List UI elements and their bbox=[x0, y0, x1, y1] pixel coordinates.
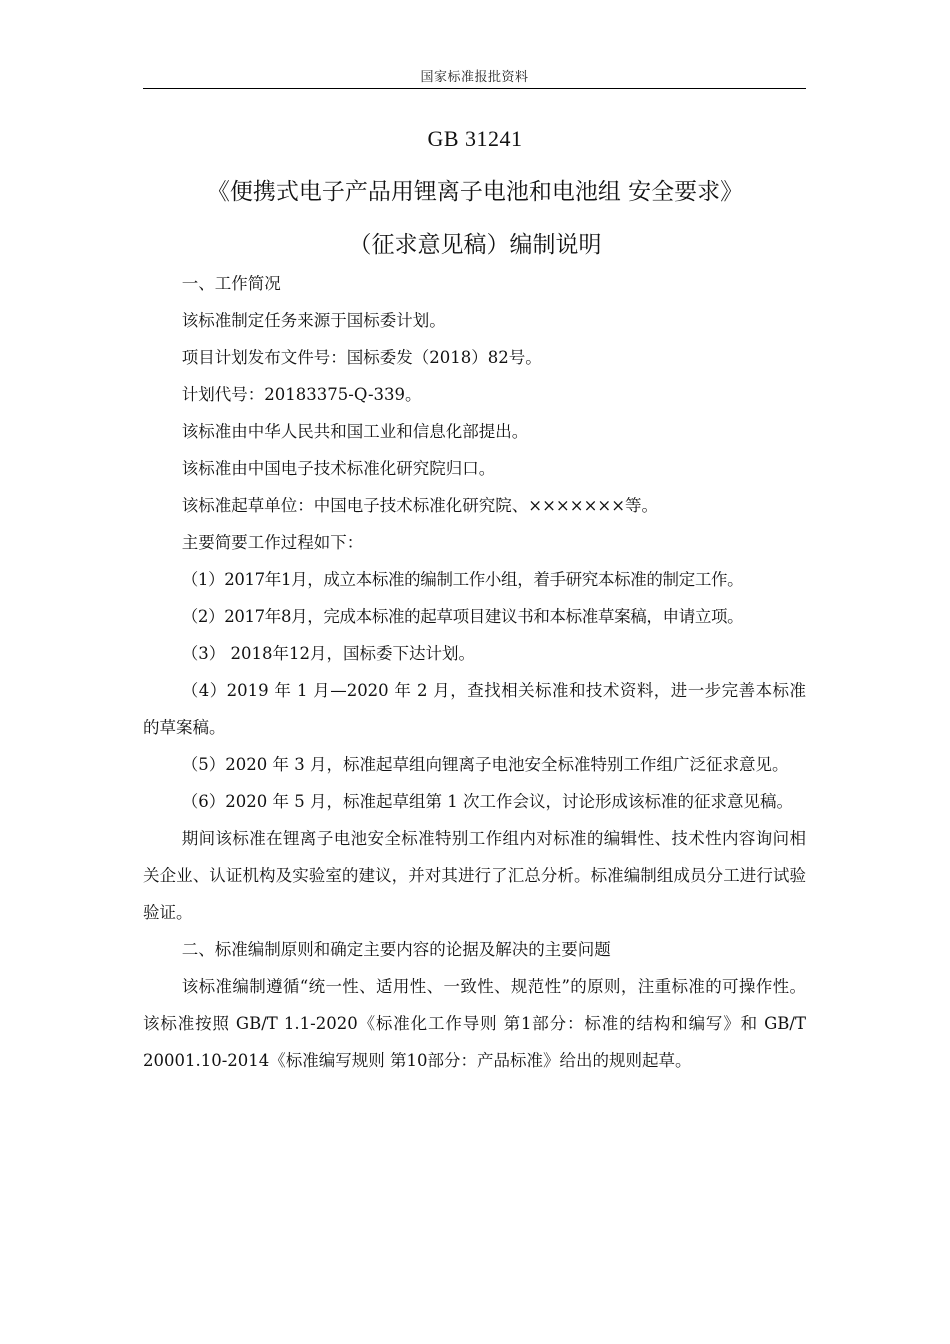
process-item-1: （1）2017年1月，成立本标准的编制工作小组，着手研究本标准的制定工作。 bbox=[181, 570, 744, 589]
paragraph-drafting-units: 该标准起草单位：中国电子技术标准化研究院、×××××××等。 bbox=[181, 496, 659, 515]
process-item-3: （3） 2018年12月，国标委下达计划。 bbox=[181, 644, 475, 663]
running-header: 国家标准报批资料 bbox=[420, 70, 529, 85]
document-body bbox=[143, 265, 806, 1079]
process-item-6: （6）2020 年 5 月，标准起草组第 1 次工作会议，讨论形成该标准的征求意见稿。 bbox=[181, 792, 793, 811]
section-1-heading: 一、工作简况 bbox=[181, 274, 281, 293]
standard-code: GB 31241 bbox=[427, 126, 523, 151]
process-item-4: （4）2019 年 1 月—2020 年 2 月，查找相关标准和技术资料，进一步完善本标准的草案稿。 bbox=[143, 681, 806, 737]
document-subtitle: （征求意见稿）编制说明 bbox=[348, 232, 602, 258]
process-item-5: （5）2020 年 3 月，标准起草组向锂离子电池安全标准特别工作组广泛征求意见。 bbox=[181, 755, 789, 774]
paragraph-review-period: 期间该标准在锂离子电池安全标准特别工作组内对标准的编辑性、技术性内容询问相关企业、认证机构及实验室的建议，并对其进行了汇总分析。标准编制组成员分工进行试验验证。 bbox=[143, 829, 806, 922]
paragraph-proposer: 该标准由中华人民共和国工业和信息化部提出。 bbox=[181, 422, 529, 441]
paragraph-task-source: 该标准制定任务来源于国标委计划。 bbox=[181, 311, 446, 330]
header-rule bbox=[143, 88, 806, 89]
document-title: 《便携式电子产品用锂离子电池和电池组 安全要求》 bbox=[206, 179, 744, 205]
process-item-2: （2）2017年8月，完成本标准的起草项目建议书和本标准草案稿，申请立项。 bbox=[181, 607, 744, 626]
paragraph-process-intro: 主要简要工作过程如下： bbox=[181, 533, 364, 552]
paragraph-drafting-principles: 该标准编制遵循“统一性、适用性、一致性、规范性”的原则，注重标准的可操作性。该标准按照 GB/T 1.1-2020《标准化工作导则 第1部分：标准的结构和编写》和 GB/T 20001.10-2014《标准编写规则 第10部分：产品标准》给出的规则起草。 bbox=[143, 977, 806, 1070]
paragraph-plan-document: 项目计划发布文件号：国标委发（2018）82号。 bbox=[181, 348, 542, 367]
section-2-heading: 二、标准编制原则和确定主要内容的论据及解决的主要问题 bbox=[181, 940, 611, 959]
paragraph-plan-code: 计划代号：20183375-Q-339。 bbox=[181, 385, 422, 404]
paragraph-administrator: 该标准由中国电子技术标准化研究院归口。 bbox=[181, 459, 496, 478]
